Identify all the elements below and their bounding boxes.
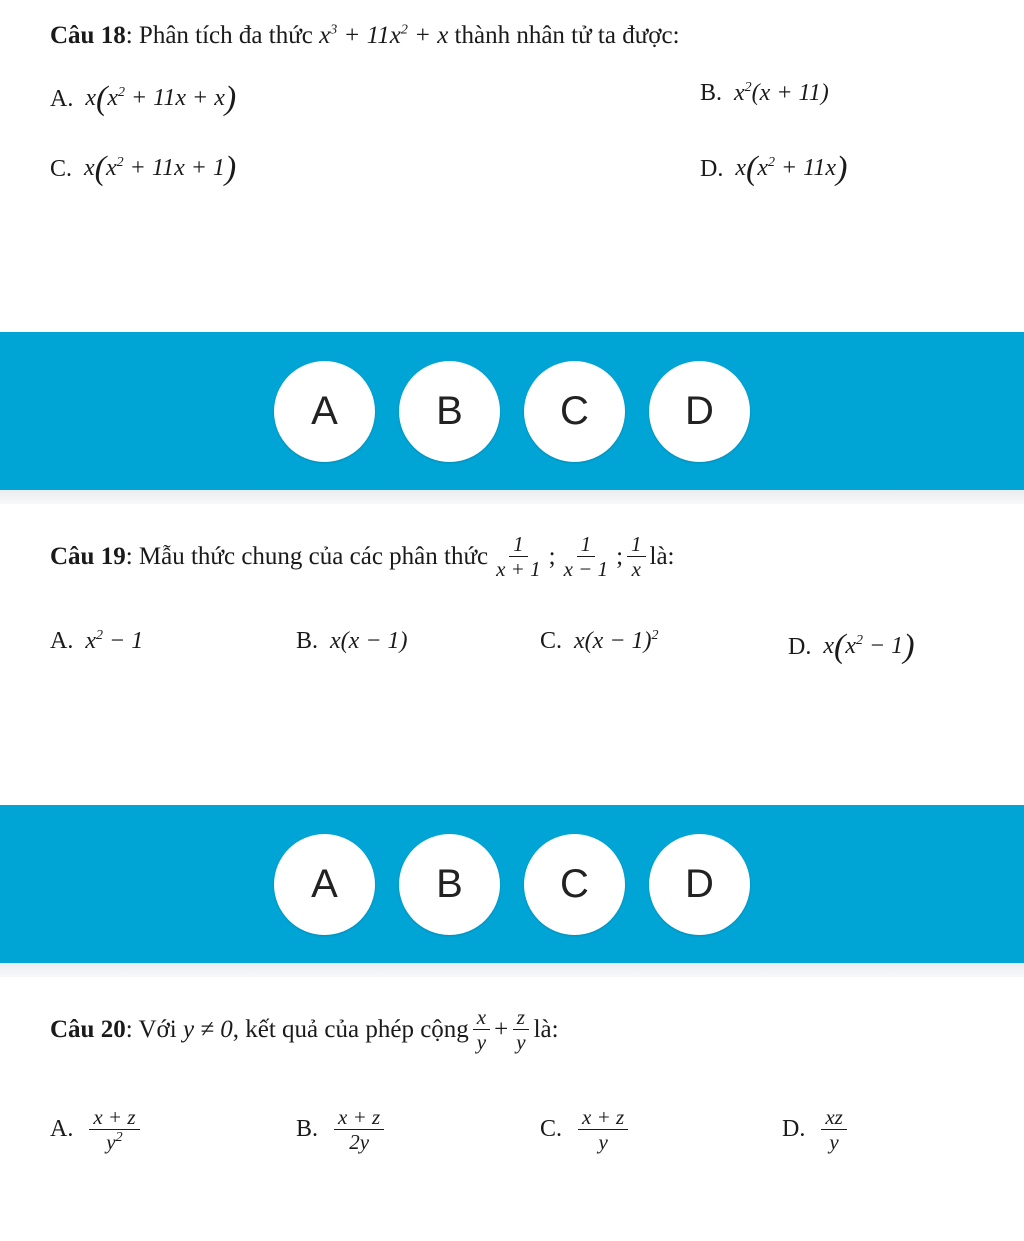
q18-option-a[interactable]	[50, 80, 236, 118]
answer-c-button[interactable]: C	[524, 834, 625, 935]
question-20-text: : Với	[125, 1015, 177, 1043]
answer-b-button[interactable]: B	[399, 834, 500, 935]
question-18	[50, 22, 680, 50]
fraction-z-over-y: $\frac{z}{y}$	[512, 1005, 529, 1054]
q20-option-d[interactable]	[782, 1105, 851, 1154]
question-18-expression: $x^3 + 11x^2 + x$	[319, 22, 449, 49]
answer-c-button[interactable]: C	[524, 361, 625, 462]
option-letter: C.	[540, 1116, 563, 1143]
q18-option-d[interactable]	[700, 150, 847, 188]
q18-option-b[interactable]	[700, 80, 829, 107]
option-letter: B.	[296, 628, 319, 654]
q20-option-c[interactable]	[540, 1105, 632, 1154]
q19-option-b[interactable]	[296, 628, 408, 655]
q20-option-a[interactable]	[50, 1105, 144, 1154]
question-20: Câu 20 : Với y ≠ 0 , kết quả của phép cộng $\frac{x}{y}$ + $\frac{z}{y}$ là:	[50, 1005, 559, 1055]
option-letter: A.	[50, 628, 74, 654]
q18-option-c[interactable]	[50, 150, 236, 188]
answer-bar-2	[0, 805, 1024, 963]
condition-expression: y ≠ 0	[176, 1015, 233, 1043]
fraction-3: $\frac{1}{x}$	[627, 532, 646, 581]
question-18-text: : Phân tích đa thức	[125, 22, 320, 49]
option-letter: B.	[700, 80, 723, 106]
option-math: $\frac{x + z}{y^2}$	[89, 1105, 139, 1154]
answer-bar-1	[0, 332, 1024, 490]
fraction-x-over-y: $\frac{x}{y}$	[473, 1005, 490, 1054]
q19-option-a[interactable]	[50, 628, 143, 655]
option-letter: D.	[782, 1116, 806, 1143]
option-letter: D.	[700, 155, 724, 182]
option-math: $x^2(x + 11)$	[734, 80, 829, 106]
q19-option-d[interactable]	[788, 628, 915, 666]
q20-option-b[interactable]	[296, 1105, 388, 1154]
option-math: $x(x^2 - 1)$	[823, 628, 915, 665]
option-math: $\frac{x + z}{y}$	[578, 1105, 628, 1154]
option-letter: C.	[50, 155, 73, 182]
option-math: $x(x - 1)^2$	[574, 628, 659, 654]
question-19-text-end: là:	[649, 542, 675, 570]
question-19-text: : Mẫu thức chung của các phân thức	[125, 542, 489, 570]
option-letter: A.	[50, 1116, 74, 1143]
q19-option-c[interactable]	[540, 628, 659, 655]
question-20-text-mid: , kết quả của phép cộng	[232, 1015, 469, 1043]
option-math: $x(x^2 + 11x)$	[735, 150, 848, 187]
option-letter: C.	[540, 628, 563, 654]
option-math: $x^2 - 1$	[85, 628, 144, 654]
question-19: Câu 19 : Mẫu thức chung của các phân thức $\frac{1}{x + 1}$ ; $\frac{1}{x - 1}$ ; $\frac{1}{x}$ là:	[50, 532, 675, 582]
option-letter: D.	[788, 633, 812, 660]
fraction-2: $\frac{1}{x - 1}$	[563, 532, 609, 582]
option-math: $\frac{xz}{y}$	[821, 1105, 847, 1154]
fraction-1: $\frac{1}{x + 1}$	[496, 532, 541, 582]
option-math: x(x − 1)	[330, 628, 408, 654]
answer-a-button[interactable]: A	[274, 834, 375, 935]
question-18-label: Câu 18	[50, 22, 126, 49]
answer-d-button[interactable]: D	[649, 834, 750, 935]
question-20-text-end: là:	[533, 1015, 559, 1043]
option-math: $\frac{x + z}{2y}$	[334, 1105, 384, 1154]
option-letter: B.	[296, 1116, 319, 1143]
option-math: $x(x^2 + 11x + 1)$	[84, 150, 237, 187]
answer-b-button[interactable]: B	[399, 361, 500, 462]
answer-d-button[interactable]: D	[649, 361, 750, 462]
question-20-label: Câu 20	[50, 1015, 126, 1043]
question-19-label: Câu 19	[50, 542, 126, 570]
answer-a-button[interactable]: A	[274, 361, 375, 462]
question-18-text-end: thành nhân tử ta được:	[448, 22, 680, 49]
option-math: $x(x^2 + 11x + x)$	[85, 80, 237, 117]
option-letter: A.	[50, 85, 74, 112]
